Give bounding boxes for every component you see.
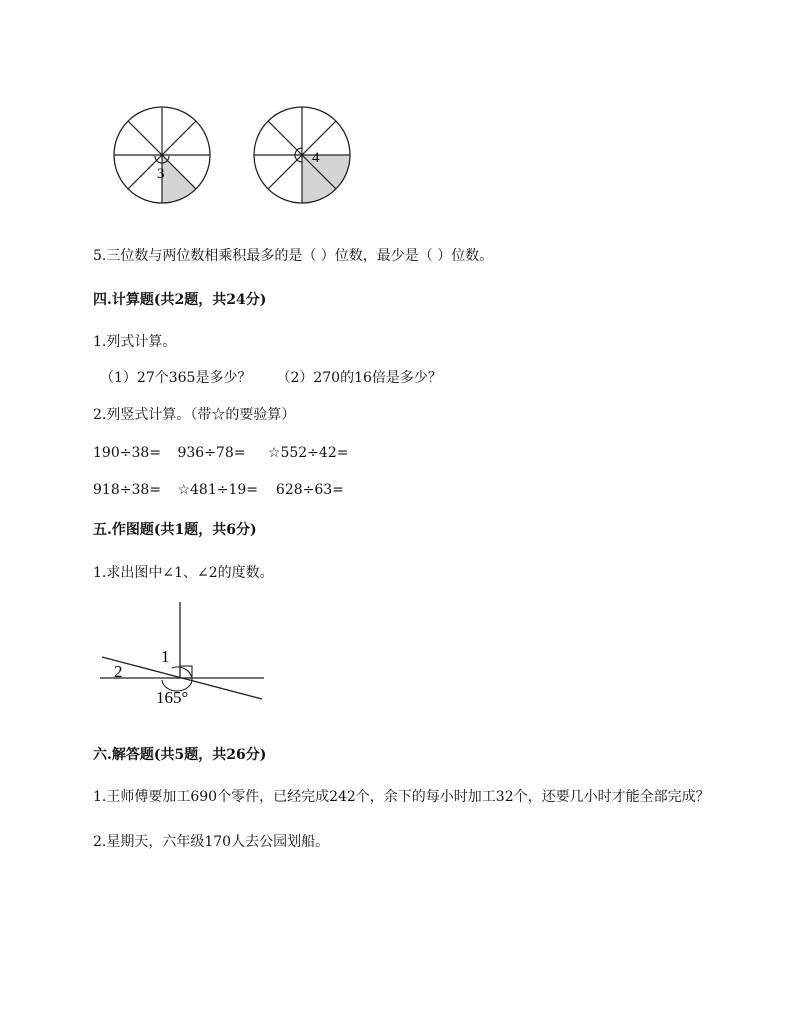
question-5: 5.三位数与两位数相乘积最多的是（ ）位数，最少是（ ）位数。 <box>93 248 494 264</box>
calc-6: 628÷63= <box>275 482 344 498</box>
calc-5: ☆481÷19= <box>177 482 259 498</box>
angle-figure <box>98 596 268 706</box>
calc-3: ☆552÷42= <box>267 445 349 461</box>
section-4-title: 四.计算题(共2题，共24分) <box>93 292 267 308</box>
section-4-q1-b: （2）270的16倍是多少？ <box>276 370 442 386</box>
circle-left-label: 3 <box>157 166 165 182</box>
section-4-q1: 1.列式计算。 <box>93 334 177 350</box>
section-6-q1: 1.王师傅要加工690个零件，已经完成242个，余下的每小时加工32个，还要几小时才能全部完成？ <box>93 789 710 805</box>
fraction-circles-figure <box>100 100 370 210</box>
section-5-title: 五.作图题(共1题，共6分) <box>93 522 257 538</box>
circle-right <box>254 107 350 203</box>
section-6-title: 六.解答题(共5题，共26分) <box>93 747 267 763</box>
angle-label-2: 2 <box>114 662 123 681</box>
circle-left-shaded-sector <box>162 155 196 203</box>
section-4-q1-parts <box>100 368 442 388</box>
angle-label-1: 1 <box>161 647 170 666</box>
calc-1: 190÷38= <box>93 445 161 461</box>
calc-4: 918÷38= <box>93 482 161 498</box>
calc-row-1 <box>93 443 348 463</box>
section-4-q1-a: （1）27个365是多少？ <box>100 370 252 386</box>
circle-left <box>114 107 210 203</box>
circle-right-label: 4 <box>312 150 320 166</box>
section-4-q2: 2.列竖式计算。（带☆的要验算） <box>93 407 296 423</box>
angle-value-label: 165° <box>156 688 189 706</box>
calc-row-2 <box>93 480 344 500</box>
section-6-q2: 2.星期天，六年级170人去公园划船。 <box>93 834 330 850</box>
section-5-q1: 1.求出图中∠1、∠2的度数。 <box>93 565 274 581</box>
calc-2: 936÷78= <box>177 445 246 461</box>
